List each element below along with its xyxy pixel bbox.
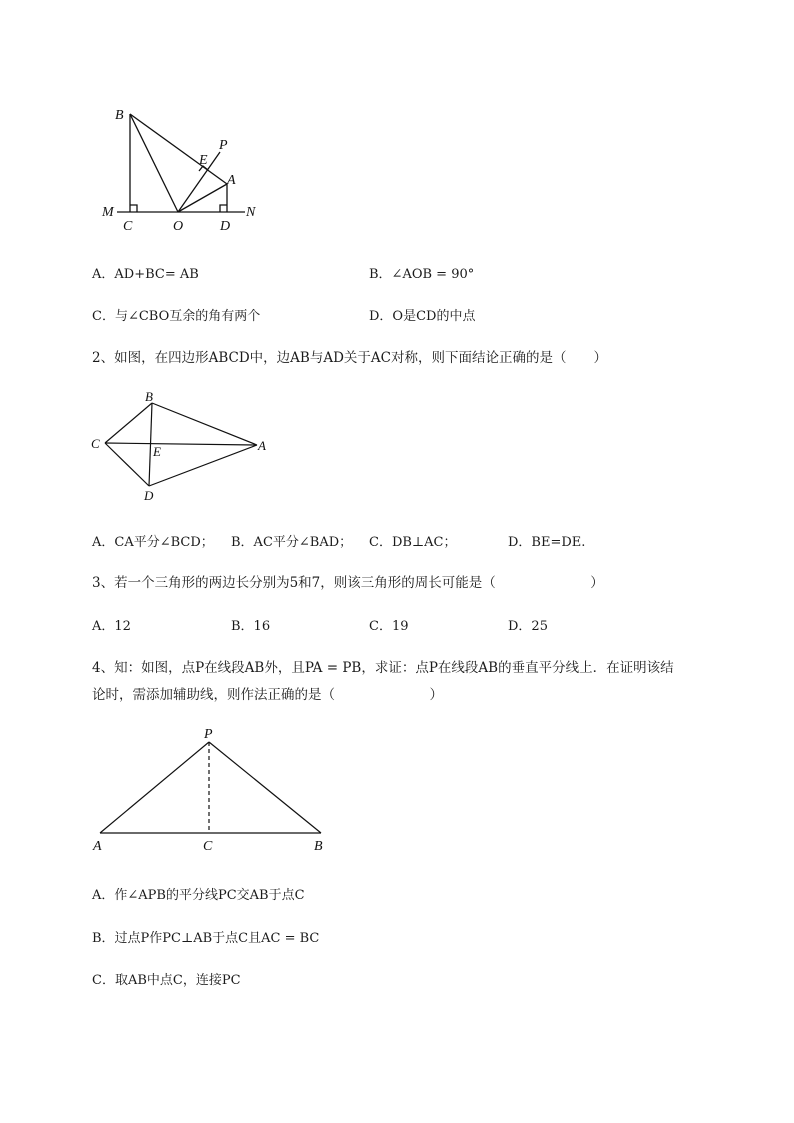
figure-1-diagram	[95, 100, 275, 240]
q4-option-b: B．过点P作PC⊥AB于点C且AC = BC	[92, 931, 320, 946]
q1-option-c: C．与∠CBO互余的角有两个	[92, 309, 261, 324]
q2-option-c: C．DB⊥AC；	[369, 535, 457, 550]
label-a: A	[93, 839, 102, 854]
label-m: M	[102, 205, 114, 220]
segment-ba	[152, 403, 257, 445]
segment-cb	[105, 403, 152, 443]
q3-stem: 3、若一个三角形的两边长分别为5和7，则该三角形的周长可能是（ ）	[92, 575, 604, 591]
label-e: E	[153, 444, 161, 459]
q3-option-a: A．12	[92, 619, 131, 634]
label-a: A	[227, 173, 236, 188]
q4-stem-line-1: 4、知：如图，点P在线段AB外，且PA = PB，求证：点P在线段AB的垂直平分线上．在证明该结	[92, 660, 674, 676]
label-b: B	[314, 839, 323, 854]
label-p: P	[204, 727, 213, 742]
q4-stem-line-2: 论时，需添加辅助线，则作法正确的是（ ）	[92, 687, 443, 703]
label-c: C	[203, 839, 213, 854]
q3-option-d: D．25	[508, 619, 548, 634]
label-b: B	[145, 389, 153, 404]
q2-option-a: A．CA平分∠BCD；	[92, 535, 214, 550]
label-o: O	[173, 219, 184, 234]
q2-stem: 2、如图，在四边形ABCD中，边AB与AD关于AC对称，则下面结论正确的是（ ）	[92, 350, 607, 366]
label-c: C	[91, 436, 100, 451]
label-c: C	[123, 219, 133, 234]
q1-option-b: B．∠AOB = 90°	[369, 267, 475, 282]
segment-dc	[105, 443, 149, 486]
q2-option-b: B．AC平分∠BAD；	[231, 535, 353, 550]
q3-option-b: B．16	[231, 619, 271, 634]
segment-ad	[149, 445, 257, 486]
label-a: A	[258, 438, 266, 453]
q3-option-c: C．19	[369, 619, 409, 634]
label-d: D	[220, 219, 231, 234]
diagonal-bd	[149, 403, 152, 486]
label-b: B	[115, 108, 124, 123]
label-n: N	[246, 205, 256, 220]
diagonal-ca	[105, 443, 257, 445]
figure-4-diagram	[88, 722, 338, 857]
right-angle-mark-c	[130, 205, 137, 212]
segment-pa	[100, 742, 209, 833]
label-d: D	[144, 488, 154, 503]
q1-option-d: D．O是CD的中点	[369, 309, 476, 324]
q4-option-a: A．作∠APB的平分线PC交AB于点C	[92, 888, 305, 903]
segment-bo	[130, 114, 178, 212]
label-p: P	[219, 138, 228, 153]
right-angle-mark-d	[220, 205, 227, 212]
q1-option-a: A．AD+BC= AB	[92, 267, 199, 282]
label-e: E	[199, 153, 208, 168]
q2-option-d: D．BE=DE.	[508, 535, 586, 550]
q4-option-c: C．取AB中点C，连接PC	[92, 973, 241, 988]
figure-2-diagram	[88, 388, 278, 506]
segment-pb	[209, 742, 321, 833]
segment-ba	[130, 114, 227, 184]
